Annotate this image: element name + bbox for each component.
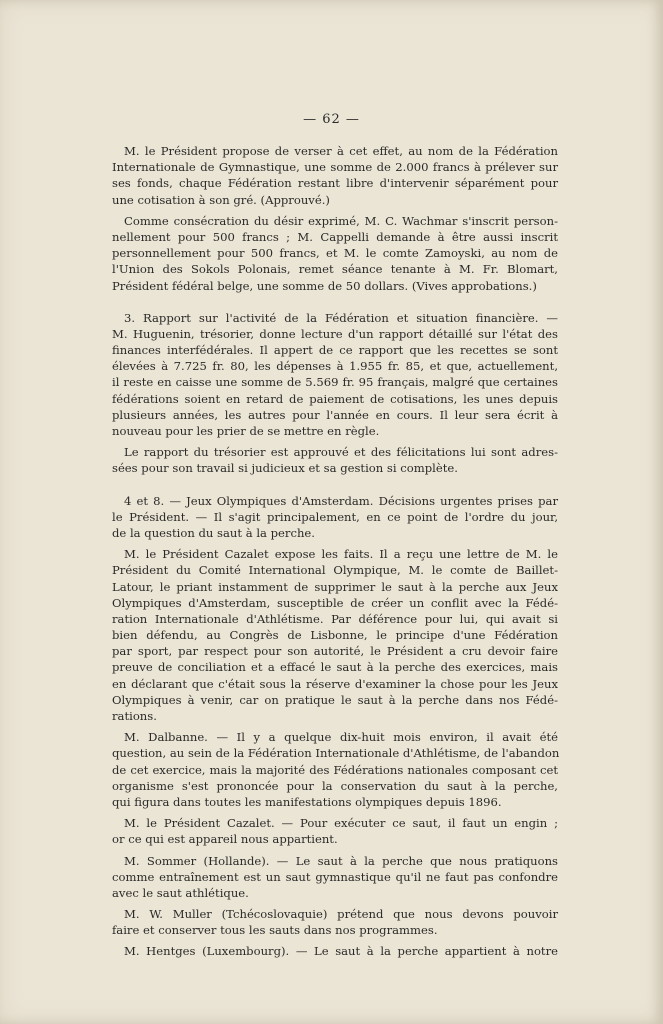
text-line: de cet exercice, mais la majorité des Fédérations nationales composant cet: [112, 762, 558, 777]
text-line: le Président. — Il s'agit principalement, en ce point de l'ordre du jour,: [112, 509, 558, 524]
text-line: qui figura dans toutes les manifestations olympiques depuis 1896.: [112, 794, 502, 809]
text-line: preuve de conciliation et a effacé le saut à la perche des exercices, mais: [112, 660, 558, 675]
text-line: ses fonds, chaque Fédération restant libre d'intervenir séparément pour: [112, 176, 558, 191]
text-line: Le rapport du trésorier est approuvé et des félicitations lui sont adres-: [124, 445, 558, 460]
text-line: M. le Président Cazalet. — Pour exécuter ce saut, il faut un engin ;: [124, 816, 558, 831]
text-line: ration Internationale d'Athlétisme. Par déférence pour lui, qui avait si: [112, 611, 558, 626]
text-line: nouveau pour les prier de se mettre en règle.: [112, 424, 380, 438]
paragraph: [112, 493, 558, 542]
text-line: par sport, par respect pour son autorité, le Président a cru devoir faire: [112, 644, 558, 659]
section-3: [112, 493, 558, 960]
paragraph: [112, 213, 558, 294]
body-text: [112, 143, 558, 960]
text-line: rations.: [112, 709, 157, 723]
paragraph: [112, 444, 558, 476]
text-line: 4 et 8. — Jeux Olympiques d'Amsterdam. Décisions urgentes prises par: [124, 493, 558, 508]
paragraph: [112, 943, 558, 959]
paragraph: [112, 853, 558, 902]
page-number: — 62 —: [303, 112, 360, 127]
text-line: avec le saut athlétique.: [112, 885, 249, 900]
text-line: M. Dalbanne. — Il y a quelque dix-huit mois environ, il avait été: [124, 730, 558, 745]
paragraph: [112, 906, 558, 938]
text-line: organisme s'est prononcée pour la conservation du saut à la perche,: [112, 778, 558, 793]
text-line: comme entraînement est un saut gymnastique qu'il ne faut pas confondre: [112, 869, 558, 884]
text-line: il reste en caisse une somme de 5.569 fr. 95 français, malgré que certaines: [112, 375, 558, 390]
text-line: 3. Rapport sur l'activité de la Fédération et situation financière. —: [124, 310, 558, 325]
text-line: M. Huguenin, trésorier, donne lecture d'un rapport détaillé sur l'état des: [112, 326, 558, 341]
paragraph: [112, 310, 558, 440]
text-line: sées pour son travail si judicieux et sa gestion si complète.: [112, 461, 458, 476]
text-line: M. W. Muller (Tchécoslovaquie) prétend que nous devons pouvoir: [124, 907, 558, 922]
text-line: Olympiques d'Amsterdam, susceptible de créer un conflit avec la Fédé-: [112, 595, 558, 610]
text-line: plusieurs années, les autres pour l'année en cours. Il leur sera écrit à: [112, 407, 558, 422]
text-line: question, au sein de la Fédération Internationale d'Athlétisme, de l'abandon: [112, 746, 560, 761]
text-line: faire et conserver tous les sauts dans nos programmes.: [112, 923, 438, 938]
text-line: finances interfédérales. Il appert de ce rapport que les recettes se sont: [112, 343, 558, 358]
section-2: [112, 310, 558, 477]
text-line: Comme consécration du désir exprimé, M. C. Wachmar s'inscrit person-: [124, 213, 558, 228]
text-line: Président du Comité International Olympique, M. le comte de Baillet-: [112, 563, 558, 578]
text-line: une cotisation à son gré. (Approuvé.): [112, 192, 330, 207]
text-line: personnellement pour 500 francs, et M. le comte Zamoyski, au nom de: [112, 246, 558, 261]
text-line: M. le Président propose de verser à cet effet, au nom de la Fédération: [124, 144, 558, 158]
paragraph: [112, 729, 558, 810]
text-line: élevées à 7.725 fr. 80, les dépenses à 1.955 fr. 85, et que, actuellement,: [112, 359, 558, 374]
text-line: Latour, le priant instamment de supprimer le saut à la perche aux Jeux: [112, 579, 558, 594]
text-line: M. le Président Cazalet expose les faits. Il a reçu une lettre de M. le: [124, 547, 558, 562]
text-line: or ce qui est appareil nous appartient.: [112, 832, 338, 847]
text-line: M. Sommer (Hollande). — Le saut à la perche que nous pratiquons: [124, 853, 558, 868]
text-line: M. Hentges (Luxembourg). — Le saut à la perche appartient à notre: [124, 944, 558, 959]
text-line: bien défendu, au Congrès de Lisbonne, le principe d'une Fédération: [112, 628, 558, 643]
text-line: de la question du saut à la perche.: [112, 525, 315, 540]
paragraph: [112, 143, 558, 208]
text-line: Internationale de Gymnastique, une somme de 2.000 francs à prélever sur: [112, 160, 558, 175]
text-line: en déclarant que c'était sous la réserve d'examiner la chose pour les Jeux: [112, 676, 558, 691]
section-1: [112, 143, 558, 294]
paragraph: [112, 546, 558, 724]
text-line: nellement pour 500 francs ; M. Cappelli demande à être aussi inscrit: [112, 229, 558, 244]
paragraph: [112, 815, 558, 847]
text-line: Olympiques à venir, car on pratique le saut à la perche dans nos Fédé-: [112, 692, 558, 707]
text-line: Président fédéral belge, une somme de 50 dollars. (Vives approbations.): [112, 278, 537, 293]
text-line: fédérations soient en retard de paiement de cotisations, les unes depuis: [112, 391, 558, 406]
text-line: l'Union des Sokols Polonais, remet séance tenante à M. Fr. Blomart,: [112, 262, 558, 277]
